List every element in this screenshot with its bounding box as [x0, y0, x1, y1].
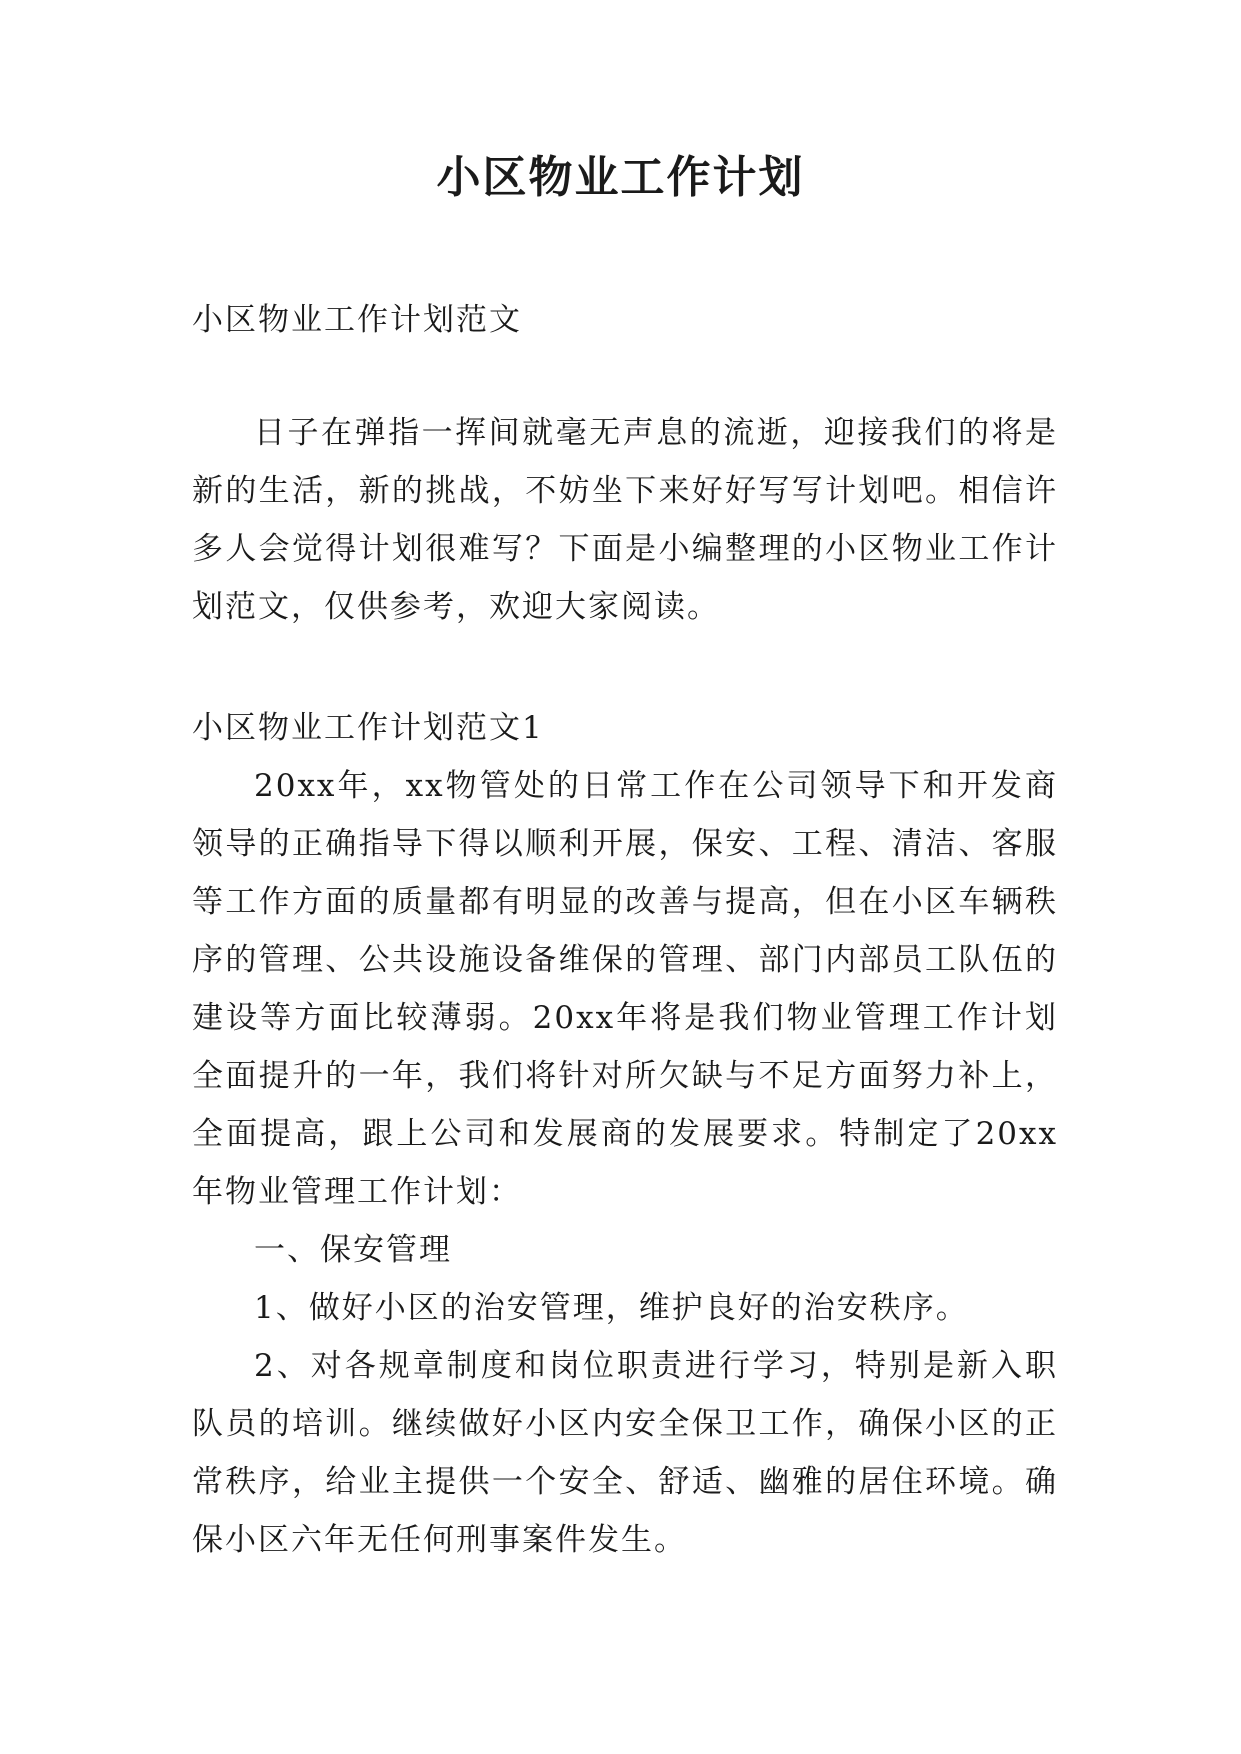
list-item: 1、做好小区的治安管理，维护良好的治安秩序。 — [254, 1290, 969, 1326]
section-block — [192, 699, 1058, 1569]
list-item: 2、对各规章制度和岗位职责进行学习，特别是新入职队员的培训。继续做好小区内安全保卫工作，确保小区的正常秩序，给业主提供一个安全、舒适、幽雅的居住环境。确保小区六年无任何刑事案件发生。 — [192, 1348, 1058, 1558]
body-paragraph: 20xx年，xx物管处的日常工作在公司领导下和开发商领导的正确指导下得以顺利开展，保安、工程、清洁、客服等工作方面的质量都有明显的改善与提高，但在小区车辆秩序的管理、公共设施设备维保的管理、部门内部员工队伍的建设等方面比较薄弱。20xx年将是我们物业管理工作计划全面提升的一年，我们将针对所欠缺与不足方面努力补上，全面提高，跟上公司和发展商的发展要求。特制定了20xx年物业管理工作计划： — [192, 768, 1058, 1210]
page-title: 小区物业工作计划 — [436, 152, 805, 203]
section-heading: 小区物业工作计划范文1 — [192, 710, 544, 746]
document-subtitle: 小区物业工作计划范文 — [192, 302, 522, 338]
security-heading: 一、保安管理 — [254, 1232, 452, 1268]
intro-block — [192, 404, 1058, 636]
intro-paragraph: 日子在弹指一挥间就毫无声息的流逝，迎接我们的将是新的生活，新的挑战，不妨坐下来好好写写计划吧。相信许多人会觉得计划很难写？下面是小编整理的小区物业工作计划范文，仅供参考，欢迎大家阅读。 — [192, 415, 1058, 625]
